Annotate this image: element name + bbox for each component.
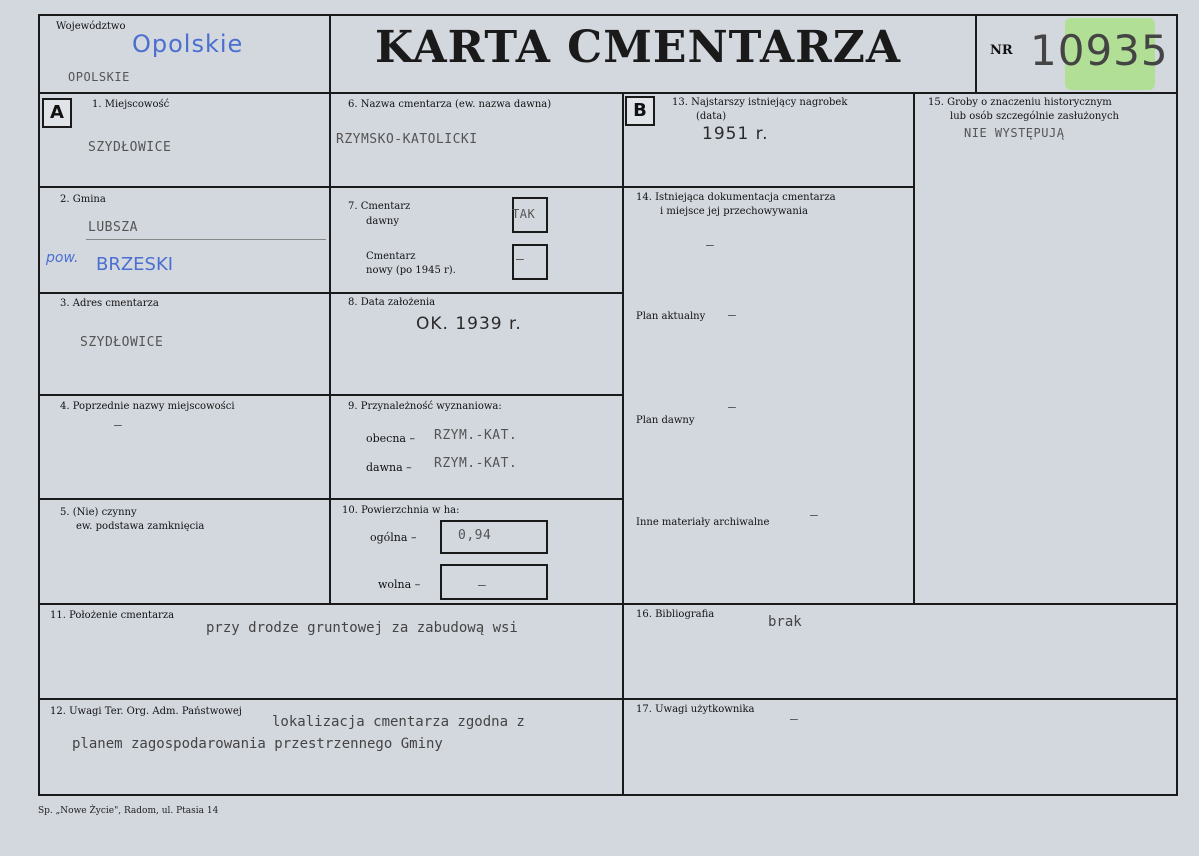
f14-value: – (706, 238, 715, 253)
f5-label-1: 5. (Nie) czynny (60, 507, 137, 518)
f7-new-value: – (516, 252, 525, 267)
f12-value-1: lokalizacja cmentarza zgodna z (272, 714, 525, 730)
f17-value: – (790, 712, 799, 727)
f2-label: 2. Gmina (60, 194, 106, 205)
f6-value: RZYMSKO-KATOLICKI (336, 132, 478, 147)
f4-value: – (114, 418, 123, 433)
f12-value-2: planem zagospodarowania przestrzennego Gminy (72, 736, 443, 752)
other-materials-value: – (810, 508, 819, 523)
f11-value: przy drodze gruntowej za zabudową wsi (206, 620, 518, 636)
f1-value: SZYDŁOWICE (88, 140, 172, 155)
f13-label-2: (data) (696, 111, 727, 122)
f15-label-2: lub osób szczególnie zasłużonych (950, 111, 1119, 122)
col2-divider (622, 92, 624, 796)
f10-total-value: 0,94 (458, 528, 492, 543)
f8-value: OK. 1939 r. (416, 314, 522, 334)
f10-free-box (440, 564, 548, 600)
f6-label: 6. Nazwa cmentarza (ew. nazwa dawna) (348, 99, 552, 110)
f2-value: LUBSZA (88, 220, 138, 235)
plan-old-value: – (728, 400, 737, 415)
f15-label-1: 15. Groby o znaczeniu historycznym (928, 97, 1112, 108)
f5-label-2: ew. podstawa zamknięcia (76, 521, 205, 532)
f11-label: 11. Położenie cmentarza (50, 610, 175, 621)
f3-label: 3. Adres cmentarza (60, 298, 159, 309)
f2-underline (86, 239, 326, 240)
nr-label: NR (990, 43, 1013, 58)
f9-label: 9. Przynależność wyznaniowa: (348, 401, 502, 412)
header-divider (38, 92, 1178, 94)
f9-old-label: dawna – (366, 461, 412, 474)
col1-divider (329, 14, 331, 603)
f2-pow-prefix: pow. (46, 250, 79, 266)
f8-label: 8. Data założenia (348, 297, 436, 308)
voivodeship-stamp: Opolskie (132, 30, 244, 58)
voivodeship-label: Województwo (56, 21, 126, 32)
f4-label: 4. Poprzednie nazwy miejscowości (60, 401, 235, 412)
f10-total-box (440, 520, 548, 554)
f10-total-label: ogólna – (370, 531, 417, 544)
f16-label: 16. Bibliografia (636, 609, 715, 620)
f1-label: 1. Miejscowość (92, 99, 170, 110)
f7-label: 7. Cmentarz (348, 201, 411, 212)
row5-divider (38, 603, 1178, 605)
f10-free-value: – (478, 578, 487, 593)
f2-pow-value: BRZESKI (96, 254, 174, 275)
section-b-badge: B (625, 96, 655, 126)
row6-divider (38, 698, 1178, 700)
nr-value: 10935 (1030, 26, 1169, 75)
f14-label-1: 14. Istniejąca dokumentacja cmentarza (636, 192, 836, 203)
f7-new-label-1: Cmentarz (366, 251, 416, 262)
f16-value: brak (768, 614, 802, 630)
printer-footer: Sp. „Nowe Życie", Radom, ul. Ptasia 14 (38, 806, 219, 816)
f10-label: 10. Powierzchnia w ha: (342, 505, 460, 516)
f7-new-label-2: nowy (po 1945 r). (366, 265, 456, 276)
other-materials-label: Inne materiały archiwalne (636, 517, 770, 528)
f7-old-label: dawny (366, 216, 400, 227)
f12-label: 12. Uwagi Ter. Org. Adm. Państwowej (50, 706, 242, 717)
f7-old-value: TAK (512, 207, 536, 221)
section-a-badge: A (42, 98, 72, 128)
voivodeship-typed: OPOLSKIE (68, 70, 130, 84)
col3-divider (913, 92, 915, 603)
f9-current-label: obecna – (366, 432, 415, 445)
f9-current-value: RZYM.-KAT. (434, 428, 518, 443)
b-row1-divider (622, 186, 914, 188)
f10-free-label: wolna – (378, 578, 421, 591)
plan-current-value: – (728, 308, 737, 323)
f9-old-value: RZYM.-KAT. (434, 456, 518, 471)
f17-label: 17. Uwagi użytkownika (636, 704, 755, 715)
plan-old-label: Plan dawny (636, 415, 695, 426)
f15-value: NIE WYSTĘPUJĄ (964, 126, 1065, 140)
f14-label-2: i miejsce jej przechowywania (660, 206, 808, 217)
page-title: KARTA CMENTARZA (375, 22, 901, 73)
nr-divider (975, 14, 977, 92)
f3-value: SZYDŁOWICE (80, 335, 164, 350)
plan-current-label: Plan aktualny (636, 311, 706, 322)
f13-value: 1951 r. (702, 124, 769, 144)
f13-label-1: 13. Najstarszy istniejący nagrobek (672, 97, 848, 108)
